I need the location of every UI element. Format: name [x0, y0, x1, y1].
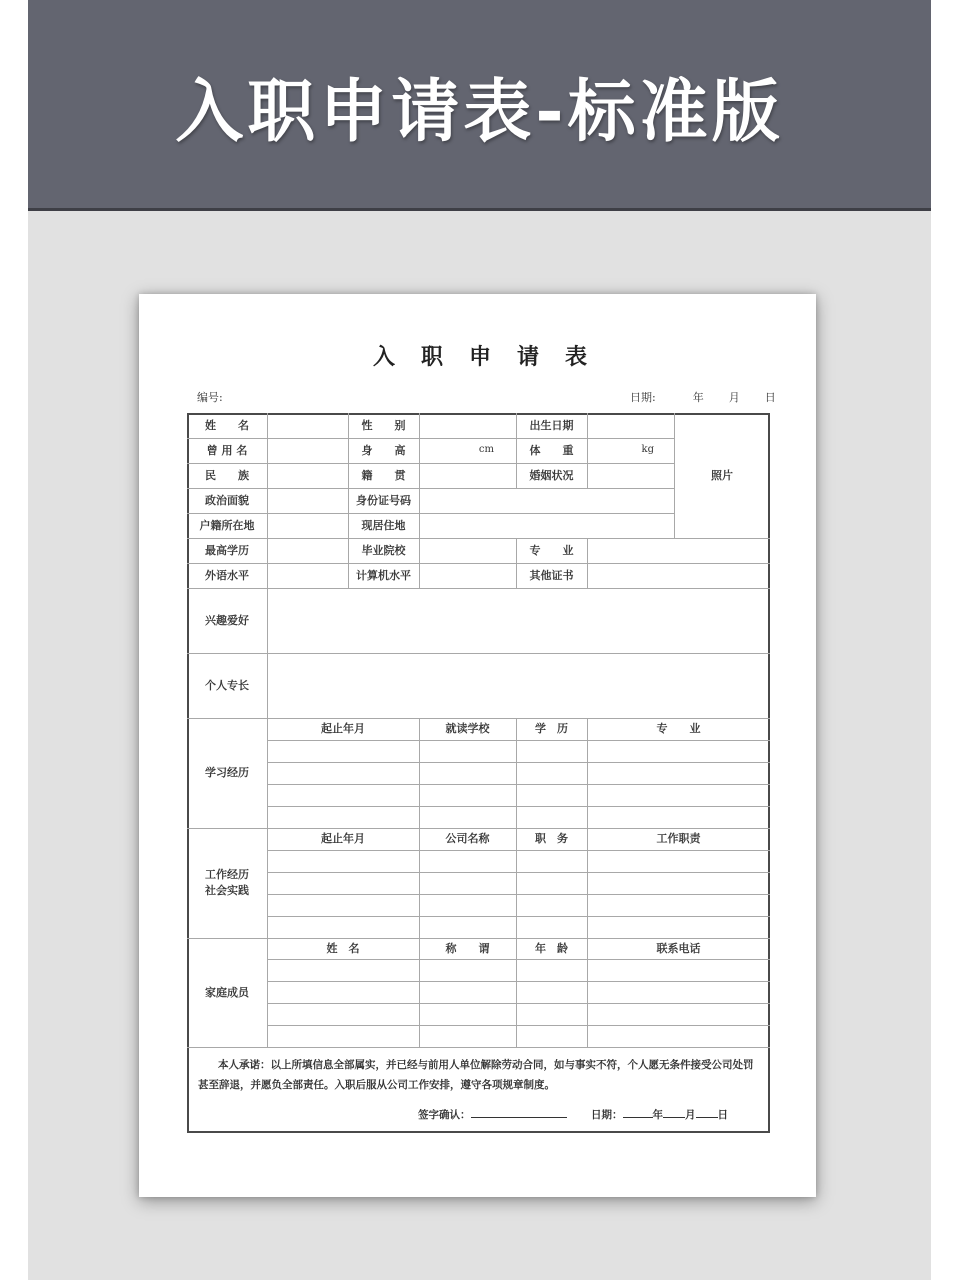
gender-field[interactable] [419, 413, 516, 438]
sign-month-line[interactable] [663, 1106, 685, 1118]
height-field[interactable] [419, 438, 516, 463]
certificates-label: 其他证书 [529, 568, 574, 582]
ethnicity-field[interactable] [267, 463, 348, 488]
serial-number-label: 编号: [197, 391, 223, 404]
major-field[interactable] [587, 538, 770, 563]
marital-status-label: 婚姻状况 [529, 468, 574, 482]
header-date-label: 日期: [630, 391, 656, 404]
education-field[interactable] [267, 538, 348, 563]
weight-field[interactable] [587, 438, 674, 463]
work-header-position: 职 务 [535, 832, 568, 846]
language-level-field[interactable] [267, 563, 348, 588]
banner-title: 入职申请表-标准版 [175, 72, 784, 152]
certificates-field[interactable] [587, 563, 770, 588]
hobbies-field[interactable] [267, 588, 770, 653]
study-header-major: 专 业 [656, 722, 701, 736]
former-name-field[interactable] [267, 438, 348, 463]
work-header-period: 起止年月 [321, 832, 365, 846]
study-history-label: 学习经历 [205, 766, 249, 780]
native-place-label: 籍 贯 [361, 468, 406, 482]
school-label: 毕业院校 [361, 543, 406, 557]
sign-date-label: 日期： [591, 1109, 623, 1121]
header-date [630, 389, 776, 405]
political-status-field[interactable] [267, 488, 348, 513]
hukou-label: 户籍所在地 [199, 518, 255, 532]
marital-status-field[interactable] [587, 463, 674, 488]
sign-month: 月 [685, 1109, 696, 1121]
former-name-label: 曾 用 名 [206, 443, 248, 457]
language-level-label: 外语水平 [205, 568, 249, 582]
form-title: 入职申请表 [372, 344, 613, 370]
height-unit: cm [478, 444, 494, 456]
study-header-degree: 学 历 [535, 722, 568, 736]
height-label: 身 高 [361, 443, 406, 457]
study-header-period: 起止年月 [321, 722, 365, 736]
weight-label: 体 重 [529, 443, 574, 457]
work-header-duties: 工作职责 [656, 832, 701, 846]
family-header-age: 年 龄 [535, 941, 568, 955]
family-members-label: 家庭成员 [205, 985, 249, 999]
id-number-label: 身份证号码 [356, 493, 411, 507]
residence-field[interactable] [419, 513, 674, 538]
birth-date-field[interactable] [587, 413, 674, 438]
family-header-phone: 联系电话 [656, 941, 701, 955]
work-history-label [187, 828, 267, 938]
family-header-name: 姓 名 [326, 941, 360, 955]
ethnicity-label: 民 族 [205, 468, 249, 482]
header-date-month: 月 [728, 391, 740, 404]
sign-date-block [591, 1106, 728, 1122]
birth-date-label: 出生日期 [529, 418, 574, 432]
skills-label: 个人专长 [205, 678, 249, 692]
study-header-school: 就读学校 [445, 722, 490, 736]
native-place-field[interactable] [419, 463, 516, 488]
work-header-company: 公司名称 [445, 832, 490, 846]
family-members-rows[interactable] [267, 959, 770, 1047]
major-label: 专 业 [529, 543, 574, 557]
hukou-field[interactable] [267, 513, 348, 538]
skills-field[interactable] [267, 653, 770, 718]
work-history-label-line2: 社会实践 [205, 884, 249, 897]
signature-block [418, 1106, 567, 1122]
sign-day-line[interactable] [696, 1106, 718, 1118]
banner [28, 0, 931, 211]
id-number-field[interactable] [419, 488, 674, 513]
name-field[interactable] [267, 413, 348, 438]
school-field[interactable] [419, 538, 516, 563]
computer-level-label: 计算机水平 [356, 568, 411, 582]
name-label: 姓 名 [205, 418, 249, 432]
grid-line [187, 1047, 770, 1048]
sign-year: 年 [652, 1109, 663, 1121]
header-date-year: 年 [692, 391, 704, 404]
political-status-label: 政治面貌 [205, 493, 249, 507]
gender-label: 性 别 [361, 418, 406, 432]
weight-unit: kg [641, 444, 654, 456]
photo-box[interactable] [674, 413, 770, 538]
family-header-relation: 称 谓 [445, 941, 490, 955]
photo-label: 照片 [711, 468, 733, 482]
header-date-day: 日 [764, 391, 776, 404]
work-history-label-line1: 工作经历 [205, 868, 249, 882]
sign-year-line[interactable] [623, 1106, 653, 1118]
work-history-rows[interactable] [267, 850, 770, 938]
computer-level-field[interactable] [419, 563, 516, 588]
residence-label: 现居住地 [361, 518, 406, 532]
pledge-text: 本人承诺：以上所填信息全部属实，并已经与前用人单位解除劳动合同，如与事实不符，个人愿无条件接受公司处罚甚至辞退，并愿负全部责任。入职后服从公司工作安排，遵守各项规章制度。 [198, 1059, 754, 1091]
study-history-rows[interactable] [267, 740, 770, 828]
signature-line[interactable] [471, 1106, 567, 1118]
hobbies-label: 兴趣爱好 [205, 613, 249, 627]
education-label: 最高学历 [205, 543, 249, 557]
sign-day: 日 [717, 1109, 728, 1121]
signature-label: 签字确认： [418, 1109, 471, 1121]
